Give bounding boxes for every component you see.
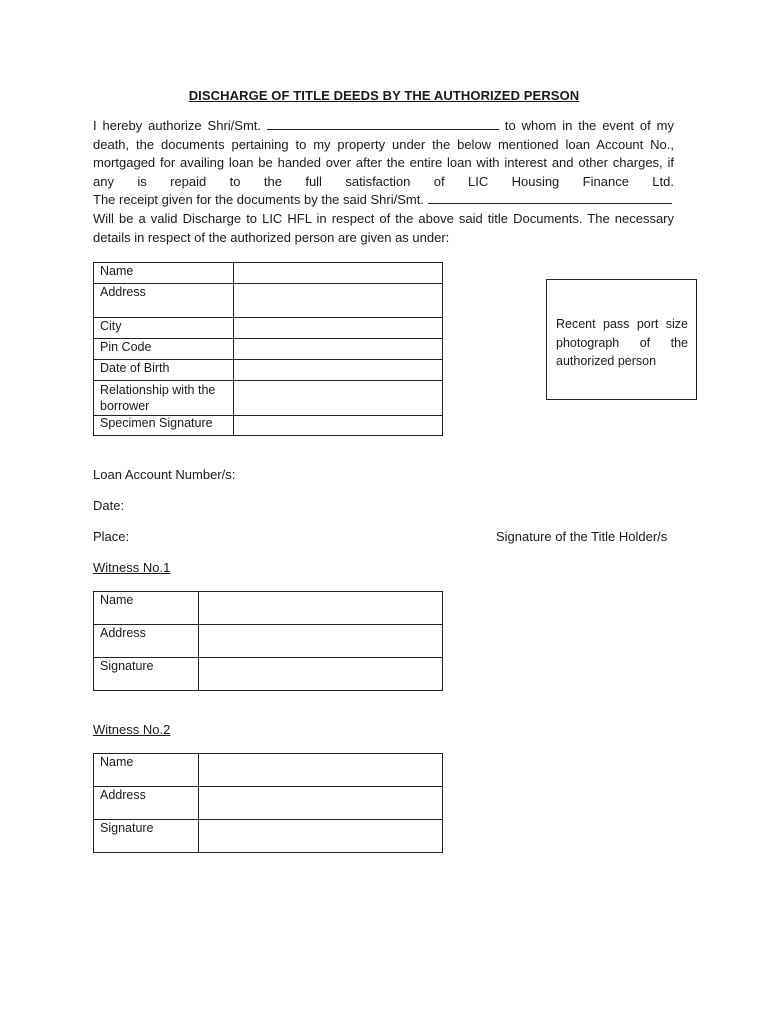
witness-2-name-label: Name [94,754,199,787]
witness-2-signature-label: Signature [94,820,199,853]
place-label: Place: [93,529,130,544]
relationship-label [94,381,234,416]
relationship-label-line-1: Relationship with the [100,383,216,397]
dob-value-cell[interactable] [234,360,443,381]
witness-1-signature-cell[interactable] [199,658,443,691]
pin-code-value-cell[interactable] [234,339,443,360]
authorize-text: I hereby authorize Shri/Smt. [93,118,262,133]
receipt-text: The receipt given for the documents by the said Shri/Smt. [93,192,424,208]
paragraph-line-2: death, the documents pertaining to my property under the below mentioned loan Account No., [93,136,674,152]
pin-code-label: Pin Code [94,339,234,360]
authorization-paragraph [93,117,674,247]
relationship-label-line-2: borrower [100,399,150,413]
paragraph-line-7: details in respect of the authorized person are given as under: [93,229,450,245]
dob-label: Date of Birth [94,360,234,381]
title-holder-signature-label: Signature of the Title Holder/s [496,529,668,544]
name-label: Name [94,263,234,284]
date-label: Date: [93,498,125,513]
name-value-cell[interactable] [234,263,443,284]
address-value-cell[interactable] [234,284,443,318]
document-title: DISCHARGE OF TITLE DEEDS BY THE AUTHORIZED PERSON [188,88,580,103]
city-label: City [94,318,234,339]
authorized-name-blank[interactable] [267,119,499,130]
specimen-signature-value-cell[interactable] [234,416,443,436]
photo-box-line-3: authorized person [556,354,657,369]
loan-account-label: Loan Account Number/s: [93,467,236,482]
photo-box-line-1: Recent pass port size [556,317,688,331]
witness-1-signature-label: Signature [94,658,199,691]
witness-1-name-cell[interactable] [199,592,443,625]
witness-1-address-label: Address [94,625,199,658]
paragraph-line-6: Will be a valid Discharge to LIC HFL in respect of the above said title Documents. The necessary [93,210,674,226]
paragraph-line-4: any is repaid to the full satisfaction of LIC Housing Finance Ltd. [93,173,674,189]
witness-1-heading: Witness No.1 [93,560,171,575]
witness-2-signature-cell[interactable] [199,820,443,853]
city-value-cell[interactable] [234,318,443,339]
witness-1-table [93,591,443,691]
witness-2-heading: Witness No.2 [93,722,171,737]
witness-2-address-cell[interactable] [199,787,443,820]
witness-2-address-label: Address [94,787,199,820]
specimen-signature-label: Specimen Signature [94,416,234,436]
witness-2-table [93,753,443,853]
authorized-person-details-table [93,262,443,436]
photo-box [546,279,697,400]
receipt-name-blank[interactable] [428,193,672,204]
address-label: Address [94,284,234,318]
witness-1-address-cell[interactable] [199,625,443,658]
paragraph-line-1 [93,117,674,136]
relationship-value-cell[interactable] [234,381,443,416]
paragraph-line-5 [93,191,674,210]
authorize-text-end: to whom in the event of my [504,118,674,133]
witness-1-name-label: Name [94,592,199,625]
photo-box-line-2: photograph of the [556,335,688,350]
witness-2-name-cell[interactable] [199,754,443,787]
paragraph-line-3: mortgaged for availing loan be handed over after the entire loan with interest and other charges, if [93,155,674,171]
